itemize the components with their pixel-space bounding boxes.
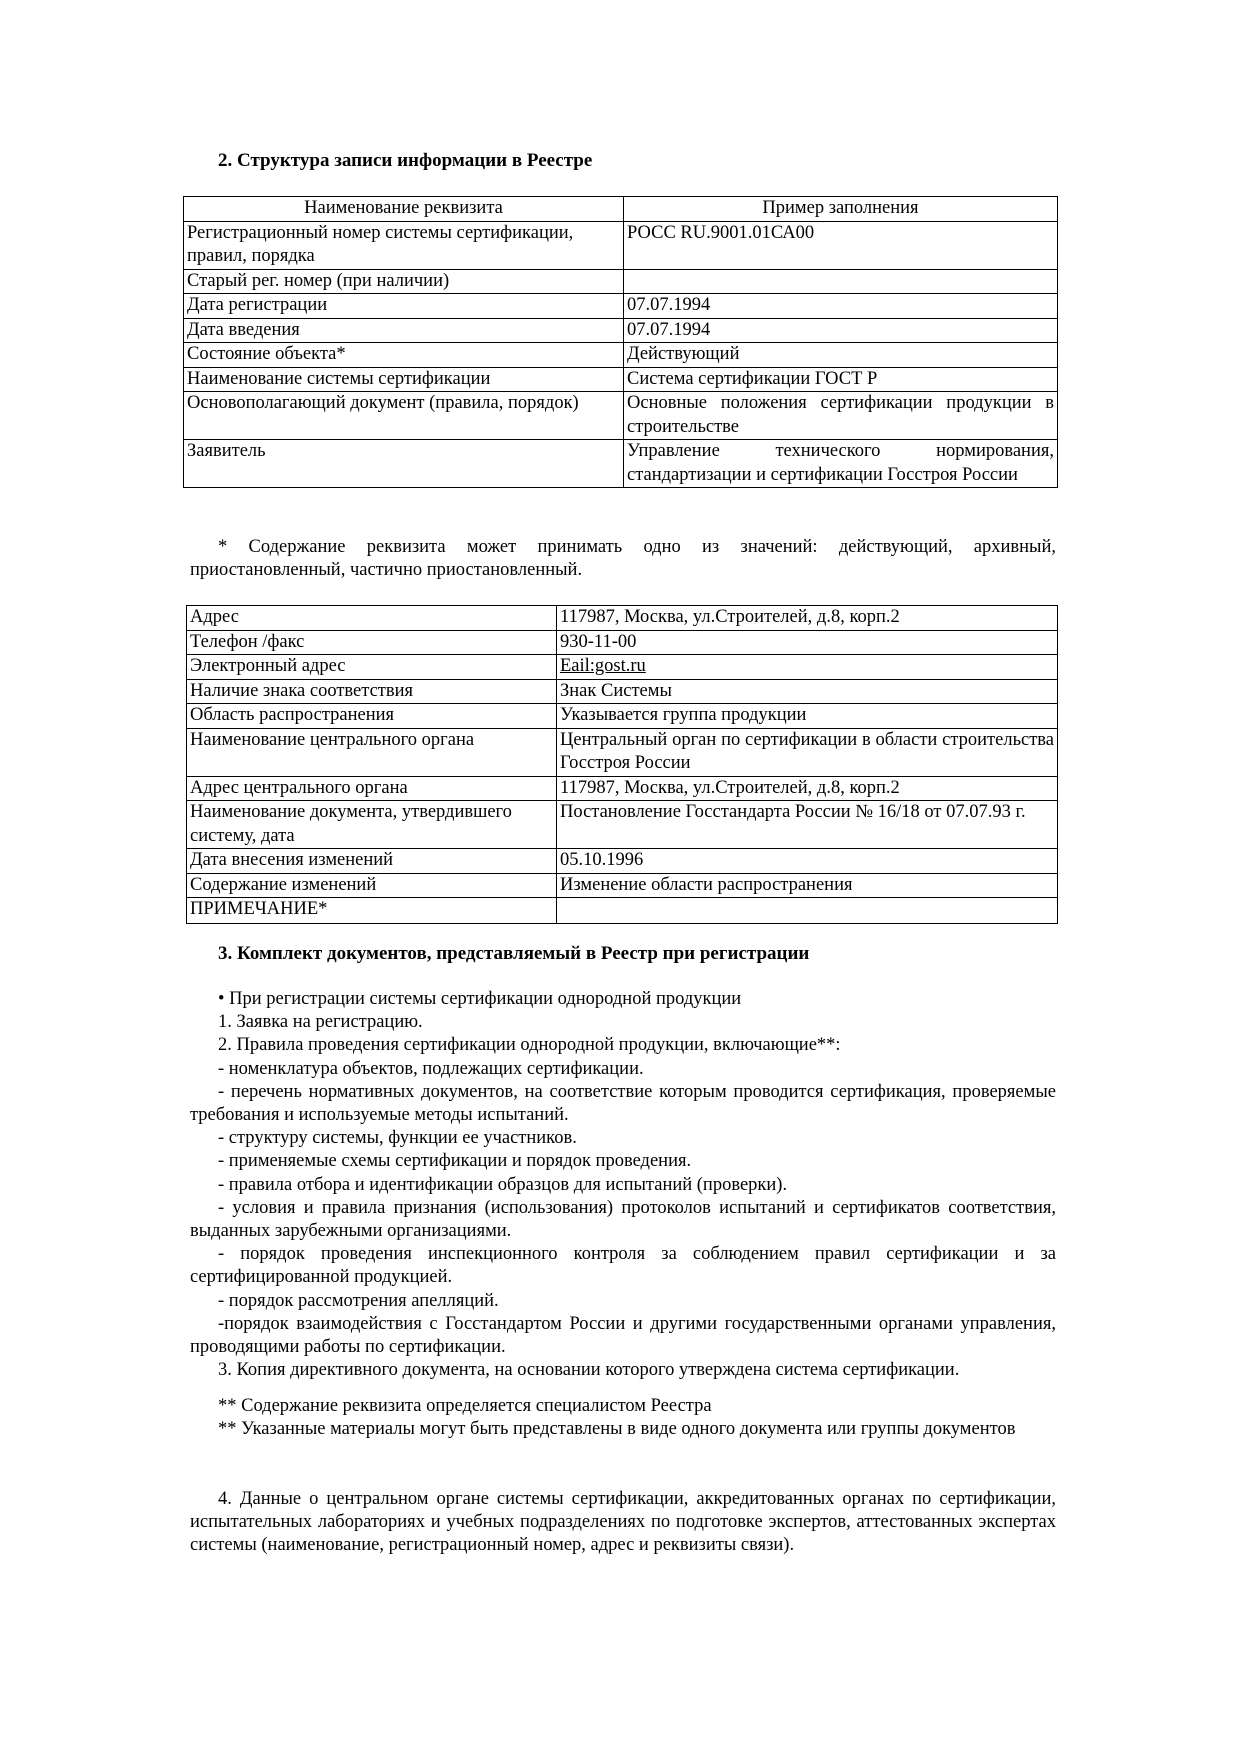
requisite-name: Дата введения: [184, 318, 624, 343]
detail-value: Указывается группа продукции: [557, 704, 1058, 729]
requisite-name: Наименование системы сертификации: [184, 367, 624, 392]
table-row: [187, 776, 1058, 801]
item-4-block: [190, 1488, 1056, 1558]
detail-name: Электронный адрес: [187, 655, 557, 680]
list-line: 1. Заявка на регистрацию.: [218, 1012, 423, 1033]
table-row: [187, 849, 1058, 874]
detail-name: Наименование документа, утвердившего систему, дата: [187, 801, 557, 849]
table-row: [187, 606, 1058, 631]
email-link[interactable]: Eail:gost.ru: [560, 656, 646, 676]
list-line: - применяемые схемы сертификации и порядок проведения.: [218, 1151, 692, 1172]
requisite-name: Состояние объекта*: [184, 343, 624, 368]
table-row: [184, 343, 1058, 368]
detail-name: Адрес центрального органа: [187, 776, 557, 801]
table-row: [187, 801, 1058, 849]
detail-value: Постановление Госстандарта России № 16/18 от 07.07.93 г.: [557, 801, 1058, 849]
requisite-example: Система сертификации ГОСТ Р: [624, 367, 1058, 392]
document-list: [190, 988, 1056, 1382]
detail-value: Знак Системы: [557, 679, 1058, 704]
table-row: [184, 221, 1058, 269]
list-line: - перечень нормативных документов, на соответствие которым проводится сертификация, проверяемые требования и используемые методы испытаний.: [190, 1081, 1056, 1126]
list-line: -порядок взаимодействия с Госстандартом России и другими государственными органами управления, проводящими работы по сертификации.: [190, 1313, 1056, 1358]
requisite-example: [624, 269, 1058, 294]
list-line: - структуру системы, функции ее участников.: [218, 1128, 577, 1149]
requisite-name: Дата регистрации: [184, 294, 624, 319]
detail-name: Область распространения: [187, 704, 557, 729]
detail-name: Адрес: [187, 606, 557, 631]
detail-value: 117987, Москва, ул.Строителей, д.8, корп.2: [557, 776, 1058, 801]
table-row: [184, 367, 1058, 392]
table-row: [187, 704, 1058, 729]
detail-name: Наименование центрального органа: [187, 728, 557, 776]
list-line: - порядок рассмотрения апелляций.: [218, 1290, 499, 1311]
detail-name: Дата внесения изменений: [187, 849, 557, 874]
table-row: [187, 655, 1058, 680]
detail-value: 117987, Москва, ул.Строителей, д.8, корп.2: [557, 606, 1058, 631]
table-row: [187, 679, 1058, 704]
registry-structure-table: [183, 196, 1058, 488]
detail-value: [557, 655, 1058, 680]
list-line: - номенклатура объектов, подлежащих сертификации.: [218, 1058, 644, 1079]
detail-value: Центральный орган по сертификации в области строительства Госстроя России: [557, 728, 1058, 776]
list-line: 2. Правила проведения сертификации однородной продукции, включающие**:: [218, 1035, 841, 1056]
requisite-example: 07.07.1994: [624, 294, 1058, 319]
detail-name: ПРИМЕЧАНИЕ*: [187, 898, 557, 924]
footnote-text: * Содержание реквизита может принимать одно из значений: действующий, архивный, приостановленный, частично приостановленный.: [190, 537, 1056, 581]
table-row: [184, 392, 1058, 440]
requisite-example: 07.07.1994: [624, 318, 1058, 343]
requisite-example: Основные положения сертификации продукции в строительстве: [624, 392, 1058, 440]
table-row: [187, 898, 1058, 924]
detail-name: Содержание изменений: [187, 873, 557, 898]
detail-value: 05.10.1996: [557, 849, 1058, 874]
requisite-name: Старый рег. номер (при наличии): [184, 269, 624, 294]
requisite-name: Основополагающий документ (правила, порядок): [184, 392, 624, 440]
section-2-title: 2. Структура записи информации в Реестре: [218, 150, 593, 171]
column-header: Пример заполнения: [624, 197, 1058, 222]
table-row: [184, 440, 1058, 488]
table-row: [184, 294, 1058, 319]
detail-value: 930-11-00: [557, 630, 1058, 655]
list-line: - порядок проведения инспекционного контроля за соблюдением правил сертификации и за сертифицированной продукцией.: [190, 1244, 1056, 1288]
note-line: ** Содержание реквизита определяется специалистом Реестра: [218, 1396, 712, 1416]
notes-block: [190, 1395, 1056, 1441]
list-line: 3. Копия директивного документа, на основании которого утверждена система сертификации.: [218, 1360, 960, 1381]
table-header-row: [184, 197, 1058, 222]
footnote-block: [190, 536, 1056, 582]
list-line: - условия и правила признания (использования) протоколов испытаний и сертификатов соответствия, выданных зарубежными организациями.: [190, 1197, 1056, 1242]
item-4-text: 4. Данные о центральном органе системы сертификации, аккредитованных органах по сертификации, испытательных лабораториях и учебных подразделениях по подготовке экспертов, аттестованных экспертах системы (наименование, регистрационный номер, адрес и реквизиты связи).: [190, 1489, 1056, 1556]
table-row: [184, 269, 1058, 294]
section-3-title: 3. Комплект документов, представляемый в Реестр при регистрации: [218, 943, 810, 964]
requisite-example: Управление технического нормирования, стандартизации и сертификации Госстроя России: [624, 440, 1058, 488]
list-line: • При регистрации системы сертификации однородной продукции: [218, 989, 742, 1009]
requisite-example: РОСС RU.9001.01СА00: [624, 221, 1058, 269]
list-line: - правила отбора и идентификации образцов для испытаний (проверки).: [218, 1174, 788, 1195]
requisite-name: Регистрационный номер системы сертификации, правил, порядка: [184, 221, 624, 269]
table-row: [187, 630, 1058, 655]
registry-details-table: [186, 605, 1058, 924]
column-header: Наименование реквизита: [184, 197, 624, 222]
detail-value: Изменение области распространения: [557, 873, 1058, 898]
table-row: [187, 873, 1058, 898]
table-row: [184, 318, 1058, 343]
requisite-example: Действующий: [624, 343, 1058, 368]
requisite-name: Заявитель: [184, 440, 624, 488]
detail-name: Наличие знака соответствия: [187, 679, 557, 704]
detail-name: Телефон /факс: [187, 630, 557, 655]
detail-value: [557, 898, 1058, 924]
table-row: [187, 728, 1058, 776]
note-line: ** Указанные материалы могут быть представлены в виде одного документа или группы документов: [218, 1419, 1016, 1440]
